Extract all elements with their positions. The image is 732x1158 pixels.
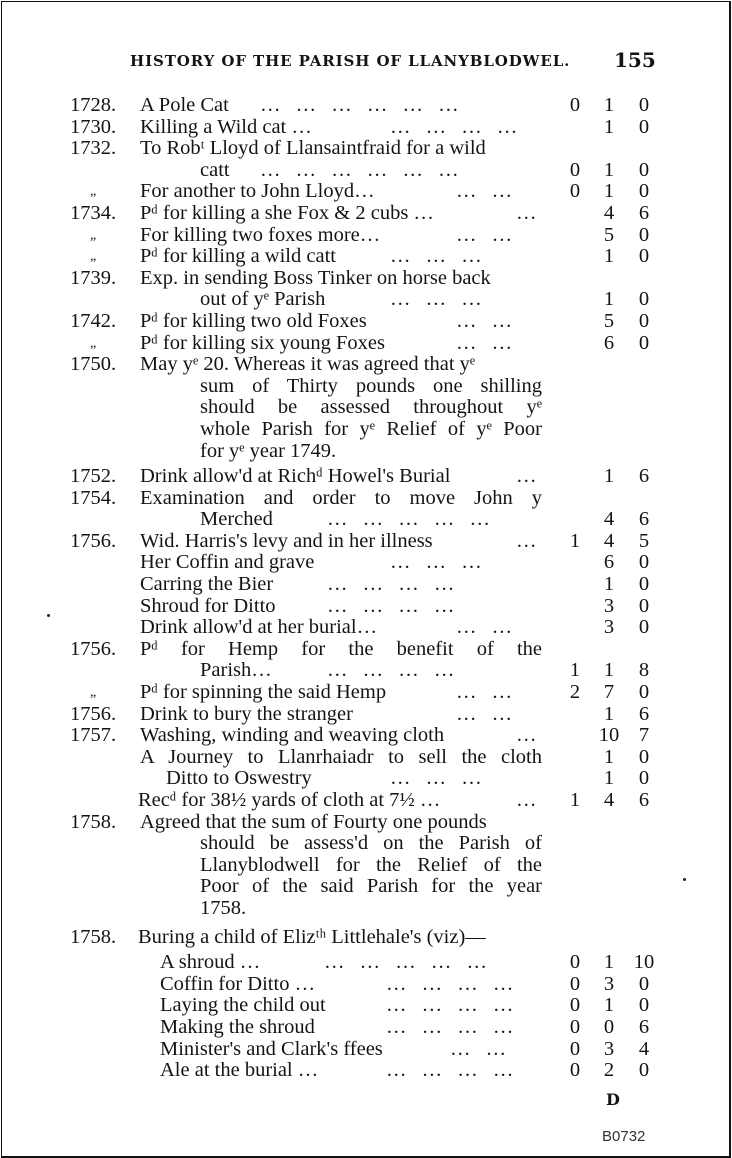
leader-dots: …: [516, 465, 542, 488]
entry-text: for yᵉ year 1749.: [200, 439, 337, 462]
pence-value: 0: [638, 767, 650, 790]
account-row: [2, 704, 729, 726]
pounds-value: 0: [569, 951, 581, 974]
pence-value: 4: [638, 1037, 650, 1060]
entry-text: A Pole Cat: [140, 94, 229, 116]
entry-text: A shroud …: [160, 951, 261, 974]
leader-dots: …: [516, 789, 542, 811]
entry-text: sum of Thirty pounds one shilling: [200, 374, 542, 397]
pounds-value: 0: [569, 94, 581, 116]
account-row: [2, 639, 729, 661]
leader-dots: …: [516, 201, 542, 224]
entry-text: Drink to bury the stranger: [140, 702, 353, 725]
entry-text: should be assessed throughout yᵉ: [200, 396, 542, 419]
entry-text: Exp. in sending Boss Tinker on horse back: [140, 266, 491, 289]
pence-value: 8: [638, 659, 650, 682]
leader-dots: … …: [456, 223, 518, 246]
account-row: [2, 95, 729, 117]
entry-year: 1730.: [70, 115, 117, 138]
entry-text: Buring a child of Elizᵗʰ Littlehale's (viz)—: [138, 925, 486, 948]
entry-text: Washing, winding and weaving cloth: [140, 724, 445, 747]
leader-dots: … … … … … …: [260, 94, 464, 116]
pence-value: 0: [638, 223, 650, 246]
shillings-value: 2: [603, 1059, 615, 1082]
shillings-value: 0: [603, 1015, 615, 1038]
entry-year: 1756.: [70, 702, 117, 725]
pounds-value: 0: [569, 1015, 581, 1038]
pounds-value: 0: [569, 1059, 581, 1082]
shillings-value: 6: [603, 331, 615, 354]
shillings-value: 1: [603, 745, 615, 768]
entry-text: catt: [200, 158, 230, 181]
entry-text: Ditto to Oswestry: [166, 767, 312, 790]
account-row: [2, 376, 729, 398]
pounds-value: 0: [569, 972, 581, 995]
leader-dots: … … … … …: [327, 508, 495, 531]
account-row: [2, 974, 729, 996]
leader-dots: … … …: [390, 288, 487, 311]
leader-dots: … … … …: [327, 594, 460, 617]
entry-text: Agreed that the sum of Fourty one pounds: [140, 810, 487, 833]
entry-text: Pᵈ for Hemp for the benefit of the: [140, 637, 542, 660]
pounds-value: 0: [569, 158, 581, 181]
leader-dots: … … … …: [327, 573, 460, 596]
account-row: [2, 995, 729, 1017]
shillings-value: 7: [603, 681, 615, 704]
entry-year: 1728.: [70, 94, 117, 116]
entry-text: Coffin for Ditto …: [160, 972, 316, 995]
account-row: [2, 682, 729, 704]
account-row: [2, 311, 729, 333]
pence-value: 0: [638, 616, 650, 639]
shillings-value: 3: [603, 1037, 615, 1060]
pence-value: 6: [638, 201, 650, 224]
accounts-list: [2, 95, 729, 1082]
entry-text: Pᵈ for killing six young Foxes: [140, 331, 385, 354]
shillings-value: 1: [603, 94, 615, 116]
shillings-value: 1: [603, 994, 615, 1017]
shillings-value: 5: [603, 223, 615, 246]
entry-text: Making the shroud: [160, 1015, 315, 1038]
leader-dots: … …: [456, 681, 518, 704]
pence-value: 0: [638, 573, 650, 596]
shillings-value: 6: [603, 551, 615, 574]
account-row: [2, 441, 729, 463]
account-row: [2, 138, 729, 160]
account-row: [2, 160, 729, 182]
pounds-value: 1: [569, 659, 581, 682]
pence-value: 0: [638, 180, 650, 203]
shillings-value: 4: [603, 789, 615, 811]
account-row: [2, 927, 729, 949]
book-page: [1, 1, 731, 1158]
account-row: [2, 660, 729, 682]
scan-speck: [47, 614, 50, 617]
pence-value: 0: [638, 745, 650, 768]
account-row: [2, 725, 729, 747]
ditto-mark: „: [90, 249, 97, 265]
page-number: 155: [614, 48, 656, 72]
leader-dots: … … … …: [386, 972, 519, 995]
leader-dots: … …: [450, 1037, 512, 1060]
entry-text: Pᵈ for killing two old Foxes: [140, 309, 367, 332]
shillings-value: 1: [603, 951, 615, 974]
running-header: [2, 46, 729, 76]
account-row: [2, 466, 729, 488]
pence-value: 0: [638, 972, 650, 995]
entry-year: 1734.: [70, 201, 117, 224]
entry-year: 1732.: [70, 137, 117, 160]
shillings-value: 4: [603, 201, 615, 224]
account-row: [2, 1039, 729, 1061]
entry-text: 1758.: [200, 896, 247, 919]
shillings-value: 1: [603, 158, 615, 181]
entry-year: 1742.: [70, 309, 117, 332]
pence-value: 6: [638, 508, 650, 531]
entry-year: 1739.: [70, 266, 117, 289]
account-row: [2, 833, 729, 855]
entry-year: 1758.: [70, 810, 117, 833]
pence-value: 0: [638, 1059, 650, 1082]
entry-text: Llanyblodwell for the Relief of the: [200, 853, 542, 876]
shillings-value: 1: [603, 465, 615, 488]
account-row: [2, 768, 729, 790]
pence-value: 0: [638, 245, 650, 268]
pence-value: 0: [638, 594, 650, 617]
entry-year: 1756.: [70, 637, 117, 660]
entry-text: A Journey to Llanrhaiadr to sell the cloth: [140, 745, 542, 768]
pence-value: 0: [638, 331, 650, 354]
ditto-mark: „: [90, 184, 97, 200]
account-row: [2, 289, 729, 311]
account-row: [2, 876, 729, 898]
ditto-mark: „: [90, 227, 97, 243]
shillings-value: 3: [603, 594, 615, 617]
account-row: [2, 790, 729, 812]
header-title: HISTORY OF THE PARISH OF LLANYBLODWEL.: [130, 52, 571, 70]
entry-text: For killing two foxes more…: [140, 223, 381, 246]
entry-text: Examination and order to move John y: [140, 486, 542, 509]
entry-text: Shroud for Ditto: [140, 594, 276, 617]
pence-value: 6: [638, 1015, 650, 1038]
entry-year: 1754.: [70, 486, 117, 509]
pence-value: 6: [638, 789, 650, 811]
entry-text: Recᵈ for 38½ yards of cloth at 7½ …: [138, 789, 441, 811]
account-row: [2, 488, 729, 510]
account-row: [2, 333, 729, 355]
entry-text: Drink allow'd at her burial…: [140, 616, 378, 639]
page-code: B0732: [602, 1128, 646, 1145]
pence-value: 6: [638, 465, 650, 488]
pence-value: 0: [638, 551, 650, 574]
account-row: [2, 246, 729, 268]
leader-dots: … … …: [390, 245, 487, 268]
shillings-value: 1: [603, 115, 615, 138]
pence-value: 0: [638, 288, 650, 311]
pence-value: 0: [638, 115, 650, 138]
leader-dots: … …: [456, 331, 518, 354]
leader-dots: … …: [456, 180, 518, 203]
entry-year: 1757.: [70, 724, 117, 747]
shillings-value: 3: [603, 972, 615, 995]
leader-dots: …: [516, 724, 542, 747]
pence-value: 6: [638, 702, 650, 725]
pence-value: 0: [638, 94, 650, 116]
entry-text: Killing a Wild cat …: [140, 115, 312, 138]
leader-dots: … …: [456, 702, 518, 725]
entry-text: Pᵈ for killing a she Fox & 2 cubs …: [140, 201, 434, 224]
account-row: [2, 117, 729, 139]
entry-text: For another to John Lloyd…: [140, 180, 375, 203]
account-row: [2, 509, 729, 531]
entry-text: Merched: [200, 508, 273, 531]
pence-value: 0: [638, 158, 650, 181]
pounds-value: 0: [569, 1037, 581, 1060]
entry-text: Carring the Bier: [140, 573, 274, 596]
pence-value: 0: [638, 994, 650, 1017]
entry-text: whole Parish for yᵉ Relief of yᵉ Poor: [200, 417, 542, 440]
account-row: [2, 952, 729, 974]
leader-dots: … … … …: [390, 115, 523, 138]
shillings-value: 10: [598, 724, 620, 747]
entry-text: out of yᵉ Parish: [200, 288, 326, 311]
pounds-value: 0: [569, 994, 581, 1017]
leader-dots: … … … …: [386, 1015, 519, 1038]
shillings-value: 1: [603, 767, 615, 790]
leader-dots: … … … …: [327, 659, 460, 682]
shillings-value: 4: [603, 529, 615, 552]
pence-value: 0: [638, 681, 650, 704]
entry-text: Her Coffin and grave: [140, 551, 315, 574]
scan-speck: [683, 878, 686, 881]
account-row: [2, 225, 729, 247]
entry-text: Pᵈ for killing a wild catt: [140, 245, 336, 268]
leader-dots: … … … …: [386, 994, 519, 1017]
ditto-mark: „: [90, 335, 97, 351]
entry-text: To Robᵗ Lloyd of Llansaintfraid for a wild: [140, 137, 486, 160]
pounds-value: 1: [569, 789, 581, 811]
leader-dots: … …: [456, 309, 518, 332]
shillings-value: 1: [603, 288, 615, 311]
entry-year: 1756.: [70, 529, 117, 552]
shillings-value: 1: [603, 245, 615, 268]
account-row: [2, 812, 729, 834]
entry-text: Wid. Harris's levy and in her illness: [140, 529, 433, 552]
pence-value: 0: [638, 309, 650, 332]
account-row: [2, 898, 729, 920]
pounds-value: 0: [569, 180, 581, 203]
entry-text: May yᵉ 20. Whereas it was agreed that yᵉ: [140, 353, 476, 376]
entry-text: Ale at the burial …: [160, 1059, 319, 1082]
account-row: [2, 268, 729, 290]
entry-text: should be assess'd on the Parish of: [200, 832, 542, 855]
account-row: [2, 596, 729, 618]
leader-dots: … … …: [390, 767, 487, 790]
entry-year: 1758.: [70, 925, 117, 948]
shillings-value: 1: [603, 702, 615, 725]
leader-dots: … … … … … …: [260, 158, 464, 181]
leader-dots: … … … …: [386, 1059, 519, 1082]
pounds-value: 1: [569, 529, 581, 552]
account-row: [2, 552, 729, 574]
pence-value: 5: [638, 529, 650, 552]
account-row: [2, 397, 729, 419]
pence-value: 10: [633, 951, 655, 974]
pounds-value: 2: [569, 681, 581, 704]
account-row: [2, 574, 729, 596]
entry-text: Laying the child out: [160, 994, 326, 1017]
entry-text: Drink allow'd at Richᵈ Howel's Burial: [140, 465, 451, 488]
shillings-value: 4: [603, 508, 615, 531]
account-row: [2, 203, 729, 225]
entry-year: 1752.: [70, 465, 117, 488]
entry-year: 1750.: [70, 353, 117, 376]
leader-dots: … … … … …: [324, 951, 492, 974]
account-row: [2, 747, 729, 769]
shillings-value: 1: [603, 180, 615, 203]
leader-dots: … … …: [390, 551, 487, 574]
account-row: [2, 617, 729, 639]
account-row: [2, 1060, 729, 1082]
pence-value: 7: [638, 724, 650, 747]
entry-text: Pᵈ for spinning the said Hemp: [140, 681, 387, 704]
entry-text: Parish…: [200, 659, 272, 682]
entry-text: Minister's and Clark's ffees: [160, 1037, 383, 1060]
account-row: [2, 855, 729, 877]
signature-mark: D: [606, 1090, 620, 1109]
ditto-mark: „: [90, 685, 97, 701]
account-row: [2, 181, 729, 203]
entry-text: Poor of the said Parish for the year: [200, 875, 542, 898]
leader-dots: …: [516, 529, 542, 552]
account-row: [2, 419, 729, 441]
leader-dots: … …: [456, 616, 518, 639]
shillings-value: 3: [603, 616, 615, 639]
account-row: [2, 531, 729, 553]
shillings-value: 1: [603, 573, 615, 596]
shillings-value: 5: [603, 309, 615, 332]
shillings-value: 1: [603, 659, 615, 682]
account-row: [2, 1017, 729, 1039]
account-row: [2, 354, 729, 376]
